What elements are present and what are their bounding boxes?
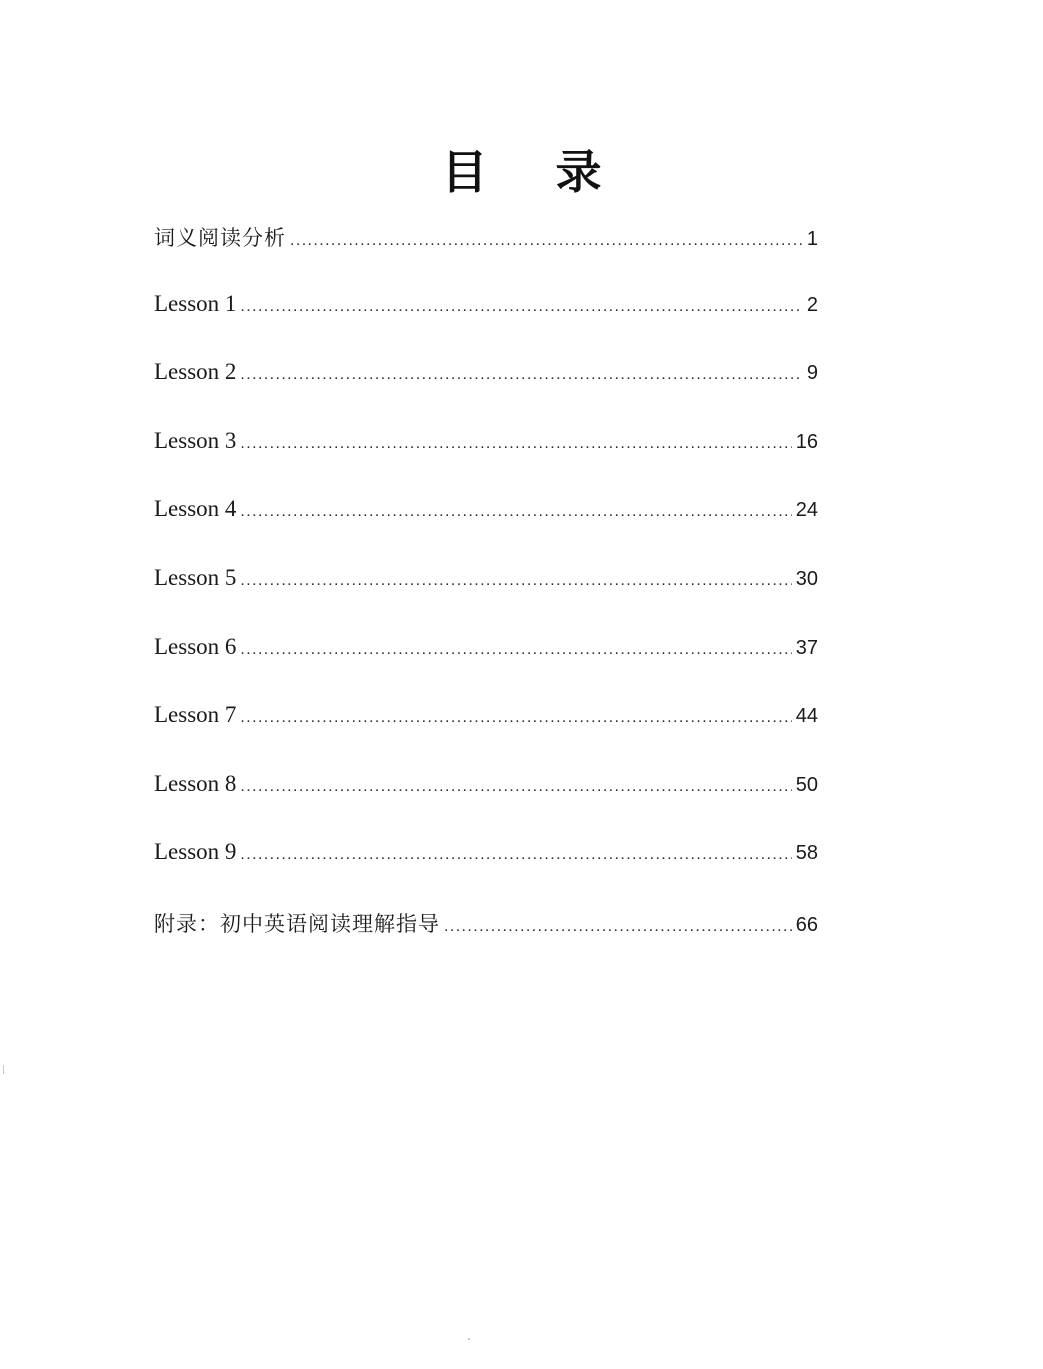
toc-entry[interactable] [154,496,818,565]
toc-entry-page: 50 [795,773,818,796]
toc-dot-leader [240,298,802,316]
toc-entry-page: 1 [806,228,818,250]
toc-entry[interactable] [154,839,818,908]
toc-entry-page: 2 [806,293,818,316]
toc-entry-page: 66 [795,913,818,936]
toc-entry[interactable] [154,222,818,291]
toc-dot-leader [444,918,792,936]
toc-entry[interactable] [154,359,818,428]
toc-dot-leader [240,846,791,864]
toc-entry-page: 9 [806,362,818,385]
toc-entry[interactable] [154,291,818,360]
toc-entry-label: Lesson 1 [154,290,237,316]
toc-entry[interactable] [154,702,818,771]
table-of-contents [154,222,818,977]
toc-entry-label: Lesson 7 [154,702,237,728]
toc-entry-label: Lesson 9 [154,839,237,865]
toc-dot-leader [240,366,802,384]
toc-entry-page: 16 [795,430,818,453]
toc-entry-label: 词义阅读分析 [154,226,286,250]
toc-entry[interactable] [154,634,818,703]
toc-dot-leader [240,641,791,659]
toc-entry[interactable] [154,565,818,634]
toc-entry-page: 37 [795,636,818,659]
page-title: 目 录 [441,145,628,199]
toc-dot-leader [240,572,791,590]
toc-dot-leader [240,778,791,796]
scan-speck [468,1338,470,1340]
toc-dot-leader [290,232,803,250]
toc-entry-label: Lesson 5 [154,564,237,590]
toc-entry[interactable] [154,908,818,977]
toc-entry-label: 附录：初中英语阅读理解指导 [154,911,440,936]
toc-entry[interactable] [154,771,818,840]
toc-entry-label: Lesson 2 [154,359,237,385]
toc-entry-label: Lesson 4 [154,496,237,522]
toc-entry-page: 24 [795,499,818,522]
toc-entry-page: 44 [795,705,818,728]
scan-speck [3,1065,4,1074]
toc-entry-page: 30 [795,567,818,590]
toc-entry-label: Lesson 6 [154,633,237,659]
toc-entry-label: Lesson 8 [154,770,237,796]
toc-entry-label: Lesson 3 [154,427,237,453]
toc-dot-leader [240,503,791,521]
toc-dot-leader [240,435,791,453]
toc-dot-leader [240,709,791,727]
toc-entry-page: 58 [795,842,818,865]
toc-entry[interactable] [154,428,818,497]
